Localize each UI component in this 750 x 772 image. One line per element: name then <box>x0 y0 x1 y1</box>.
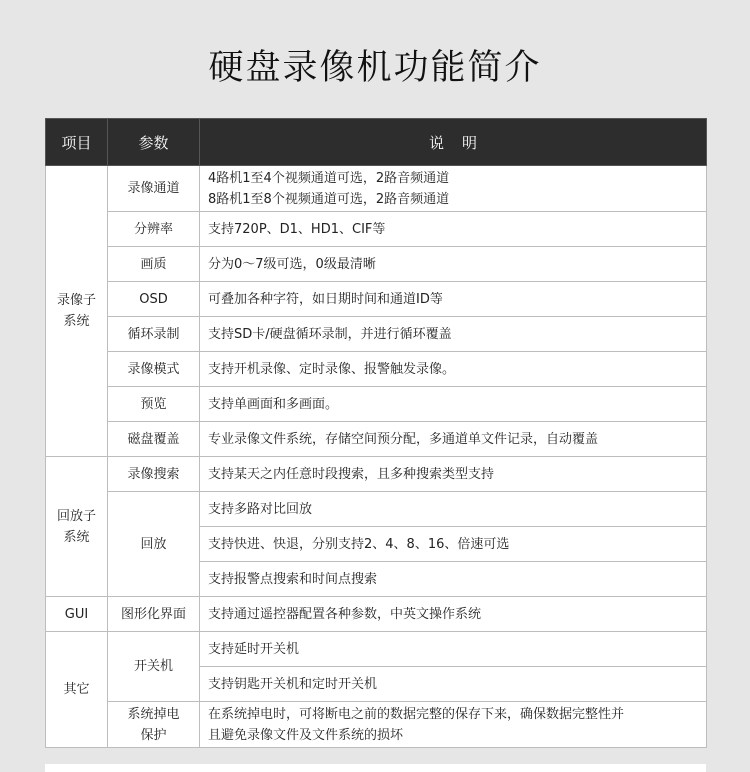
desc-cell: 4路机1至4个视频通道可选，2路音频通道 8路机1至8个视频通道可选，2路音频通道 <box>200 166 707 212</box>
desc-cell: 支持开机录像、定时录像、报警触发录像。 <box>200 352 707 387</box>
header-item: 项目 <box>46 119 108 166</box>
table-row <box>46 702 707 748</box>
param-cell: 循环录制 <box>108 317 200 352</box>
table-row <box>46 457 707 492</box>
param-cell: 预览 <box>108 387 200 422</box>
param-cell: 画质 <box>108 247 200 282</box>
param-cell: 分辨率 <box>108 212 200 247</box>
table-row <box>46 492 707 527</box>
desc-cell: 分为0～7级可选，0级最清晰 <box>200 247 707 282</box>
desc-cell: 支持单画面和多画面。 <box>200 387 707 422</box>
table-row <box>46 352 707 387</box>
table-row <box>46 387 707 422</box>
bottom-strip <box>45 764 706 772</box>
param-cell: 录像通道 <box>108 166 200 212</box>
param-cell: 磁盘覆盖 <box>108 422 200 457</box>
header-param: 参数 <box>108 119 200 166</box>
table-row <box>46 632 707 667</box>
table-row <box>46 597 707 632</box>
param-cell: 系统掉电 保护 <box>108 702 200 748</box>
table-row <box>46 422 707 457</box>
desc-cell: 支持SD卡/硬盘循环录制，并进行循环覆盖 <box>200 317 707 352</box>
desc-cell: 支持快进、快退，分别支持2、4、8、16、倍速可选 <box>200 527 707 562</box>
param-cell: 录像模式 <box>108 352 200 387</box>
desc-cell: 支持某天之内任意时段搜索，且多种搜索类型支持 <box>200 457 707 492</box>
group-other: 其它 <box>46 632 108 748</box>
param-cell: 开关机 <box>108 632 200 702</box>
desc-cell: 支持报警点搜索和时间点搜索 <box>200 562 707 597</box>
group-playback: 回放子 系统 <box>46 457 108 597</box>
desc-cell: 专业录像文件系统，存储空间预分配，多通道单文件记录，自动覆盖 <box>200 422 707 457</box>
param-cell: 录像搜索 <box>108 457 200 492</box>
table-row <box>46 282 707 317</box>
table-header-row <box>46 119 707 166</box>
desc-cell: 支持钥匙开关机和定时开关机 <box>200 667 707 702</box>
table-row <box>46 212 707 247</box>
group-gui: GUI <box>46 597 108 632</box>
spec-table <box>45 118 707 748</box>
table-row <box>46 317 707 352</box>
desc-cell: 支持通过遥控器配置各种参数，中英文操作系统 <box>200 597 707 632</box>
param-cell: OSD <box>108 282 200 317</box>
page-title: 硬盘录像机功能简介 <box>208 48 542 88</box>
header-desc: 说明 <box>200 119 707 166</box>
desc-cell: 在系统掉电时，可将断电之前的数据完整的保存下来，确保数据完整性并 且避免录像文件及文件系统的损坏 <box>200 702 707 748</box>
desc-cell: 支持延时开关机 <box>200 632 707 667</box>
group-record: 录像子 系统 <box>46 166 108 457</box>
desc-cell: 支持720P、D1、HD1、CIF等 <box>200 212 707 247</box>
param-cell: 图形化界面 <box>108 597 200 632</box>
table-row <box>46 166 707 212</box>
param-cell: 回放 <box>108 492 200 597</box>
desc-cell: 支持多路对比回放 <box>200 492 707 527</box>
table-row <box>46 247 707 282</box>
desc-cell: 可叠加各种字符，如日期时间和通道ID等 <box>200 282 707 317</box>
